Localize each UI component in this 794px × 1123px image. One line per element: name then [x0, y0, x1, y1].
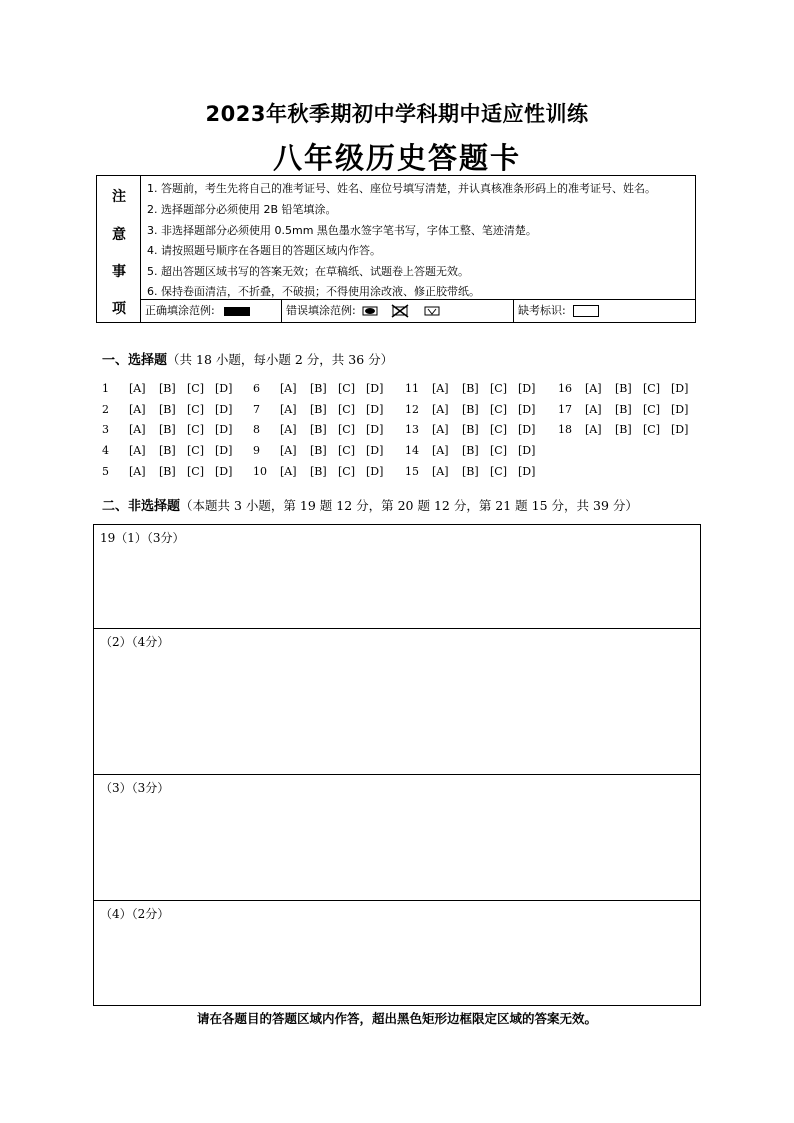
choice-bubble-b[interactable]: [B]	[615, 423, 632, 436]
choice-bubble-d[interactable]: [D]	[518, 444, 536, 457]
notice-side-char: 项	[112, 301, 126, 317]
choice-bubble-a[interactable]: [A]	[280, 444, 297, 457]
choice-bubble-a[interactable]: [A]	[432, 444, 449, 457]
choice-bubble-b[interactable]: [B]	[310, 423, 327, 436]
choice-bubble-b[interactable]: [B]	[310, 465, 327, 478]
question-number: 12	[405, 403, 419, 416]
notice-side-char: 意	[112, 227, 126, 243]
choice-bubble-d[interactable]: [D]	[518, 465, 536, 478]
choice-bubble-c[interactable]: [C]	[187, 423, 204, 436]
section1-note: （共 18 小题，每小题 2 分，共 36 分）	[167, 352, 394, 367]
choice-bubble-a[interactable]: [A]	[432, 423, 449, 436]
question-number: 2	[102, 403, 109, 416]
choice-bubble-b[interactable]: [B]	[159, 423, 176, 436]
choice-bubble-b[interactable]: [B]	[462, 423, 479, 436]
notice-item: 3. 非选择题部分必须使用 0.5mm 黑色墨水签字笔书写，字体工整、笔迹清楚。	[147, 224, 537, 237]
answer-box-19-1[interactable]	[94, 525, 700, 629]
choice-bubble-a[interactable]: [A]	[280, 465, 297, 478]
choice-bubble-a[interactable]: [A]	[129, 382, 146, 395]
choice-bubble-a[interactable]: [A]	[129, 465, 146, 478]
choice-bubble-d[interactable]: [D]	[215, 444, 233, 457]
choice-bubble-d[interactable]: [D]	[671, 382, 689, 395]
notice-side-char: 事	[112, 264, 126, 280]
notice-item: 5. 超出答题区域书写的答案无效；在草稿纸、试题卷上答题无效。	[147, 265, 469, 278]
correct-fill-example	[141, 300, 282, 322]
choice-bubble-d[interactable]: [D]	[366, 423, 384, 436]
choice-bubble-d[interactable]: [D]	[366, 444, 384, 457]
choice-bubble-c[interactable]: [C]	[338, 382, 355, 395]
question-label: （2）（4分）	[100, 635, 170, 649]
question-number: 9	[253, 444, 260, 457]
section2-heading	[102, 495, 638, 514]
answer-area	[93, 524, 701, 1006]
question-number: 5	[102, 465, 109, 478]
choice-bubble-a[interactable]: [A]	[129, 403, 146, 416]
choice-bubble-a[interactable]: [A]	[280, 423, 297, 436]
question-label: 19（1）（3分）	[100, 531, 185, 545]
question-number: 8	[253, 423, 260, 436]
section2-title: 二、非选择题	[102, 499, 181, 514]
choice-bubble-d[interactable]: [D]	[366, 403, 384, 416]
choice-bubble-a[interactable]: [A]	[585, 382, 602, 395]
choice-bubble-c[interactable]: [C]	[490, 382, 507, 395]
choice-bubble-b[interactable]: [B]	[462, 382, 479, 395]
choice-bubble-d[interactable]: [D]	[671, 423, 689, 436]
question-number: 16	[558, 382, 572, 395]
question-label: （3）（3分）	[100, 781, 170, 795]
choice-bubble-b[interactable]: [B]	[159, 465, 176, 478]
choice-bubble-b[interactable]: [B]	[462, 403, 479, 416]
choice-bubble-d[interactable]: [D]	[518, 423, 536, 436]
choice-bubble-a[interactable]: [A]	[432, 403, 449, 416]
choice-bubble-c[interactable]: [C]	[490, 465, 507, 478]
question-number: 13	[405, 423, 419, 436]
question-number: 4	[102, 444, 109, 457]
choice-bubble-d[interactable]: [D]	[215, 465, 233, 478]
notice-box	[96, 175, 696, 323]
choice-bubble-b[interactable]: [B]	[310, 382, 327, 395]
choice-bubble-b[interactable]: [B]	[159, 403, 176, 416]
notice-list	[141, 176, 695, 300]
absent-mark-example	[514, 300, 694, 322]
choice-bubble-b[interactable]: [B]	[310, 403, 327, 416]
question-number: 18	[558, 423, 572, 436]
choice-bubble-c[interactable]: [C]	[643, 403, 660, 416]
choice-bubble-d[interactable]: [D]	[518, 382, 536, 395]
choice-bubble-c[interactable]: [C]	[643, 423, 660, 436]
choice-bubble-b[interactable]: [B]	[159, 444, 176, 457]
choice-bubble-a[interactable]: [A]	[129, 423, 146, 436]
absent-mark-box[interactable]	[573, 305, 599, 317]
question-number: 6	[253, 382, 260, 395]
question-number: 11	[405, 382, 419, 395]
choice-bubble-b[interactable]: [B]	[310, 444, 327, 457]
notice-item: 1. 答题前，考生先将自己的准考证号、姓名、座位号填写清楚，并认真核准条形码上的准考证号、姓名。	[147, 182, 656, 195]
notice-item: 2. 选择题部分必须使用 2B 铅笔填涂。	[147, 203, 337, 216]
choice-bubble-a[interactable]: [A]	[432, 465, 449, 478]
question-number: 3	[102, 423, 109, 436]
choice-bubble-c[interactable]: [C]	[338, 444, 355, 457]
wrong-fill-label: 错误填涂范例:	[286, 304, 356, 317]
choice-bubble-b[interactable]: [B]	[615, 382, 632, 395]
question-number: 1	[102, 382, 109, 395]
choice-bubble-c[interactable]: [C]	[643, 382, 660, 395]
choice-bubble-c[interactable]: [C]	[338, 423, 355, 436]
choice-bubble-a[interactable]: [A]	[129, 444, 146, 457]
question-number: 17	[558, 403, 572, 416]
question-label: （4）（2分）	[100, 907, 170, 921]
question-number: 15	[405, 465, 419, 478]
section1-heading	[102, 349, 393, 368]
answer-box-19-4[interactable]	[94, 901, 700, 1005]
choice-bubble-c[interactable]: [C]	[490, 444, 507, 457]
wrong-fill-example	[282, 300, 514, 322]
choice-bubble-a[interactable]: [A]	[585, 423, 602, 436]
choice-bubble-d[interactable]: [D]	[215, 423, 233, 436]
answer-box-19-3[interactable]	[94, 775, 700, 901]
choice-bubble-d[interactable]: [D]	[366, 382, 384, 395]
fill-examples	[141, 300, 695, 322]
choice-bubble-c[interactable]: [C]	[490, 403, 507, 416]
choice-bubble-a[interactable]: [A]	[280, 382, 297, 395]
correct-fill-mark	[224, 307, 250, 316]
choice-bubble-b[interactable]: [B]	[462, 444, 479, 457]
choice-bubble-c[interactable]: [C]	[187, 444, 204, 457]
choice-bubble-d[interactable]: [D]	[215, 382, 233, 395]
wrong-mark-icons	[361, 304, 457, 318]
section2-note: （本题共 3 小题，第 19 题 12 分，第 20 题 12 分，第 21 题 15 分，共 39 分）	[180, 498, 638, 513]
section1-title: 一、选择题	[102, 353, 168, 368]
choice-bubble-c[interactable]: [C]	[187, 403, 204, 416]
question-number: 7	[253, 403, 260, 416]
page-title: 2023年秋季期初中学科期中适应性训练	[205, 102, 589, 126]
notice-side-label	[97, 176, 141, 322]
question-number: 10	[253, 465, 267, 478]
choice-bubble-a[interactable]: [A]	[585, 403, 602, 416]
choice-bubble-d[interactable]: [D]	[215, 403, 233, 416]
choice-bubble-c[interactable]: [C]	[338, 465, 355, 478]
choice-bubble-d[interactable]: [D]	[518, 403, 536, 416]
choice-bubble-a[interactable]: [A]	[280, 403, 297, 416]
answer-box-19-2[interactable]	[94, 629, 700, 775]
notice-item: 6. 保持卷面清洁，不折叠，不破损；不得使用涂改液、修正胶带纸。	[147, 285, 480, 298]
choice-bubble-b[interactable]: [B]	[615, 403, 632, 416]
correct-fill-label: 正确填涂范例:	[145, 304, 215, 317]
choice-bubble-c[interactable]: [C]	[187, 465, 204, 478]
choice-bubble-d[interactable]: [D]	[671, 403, 689, 416]
choice-bubble-b[interactable]: [B]	[159, 382, 176, 395]
question-number: 14	[405, 444, 419, 457]
footer-note: 请在各题目的答题区域内作答，超出黑色矩形边框限定区域的答案无效。	[196, 1011, 597, 1026]
notice-item: 4. 请按照题号顺序在各题目的答题区域内作答。	[147, 244, 381, 257]
choice-bubble-d[interactable]: [D]	[366, 465, 384, 478]
choice-bubble-c[interactable]: [C]	[490, 423, 507, 436]
notice-side-char: 注	[112, 189, 126, 205]
page-subtitle: 八年级历史答题卡	[272, 141, 521, 175]
choice-bubble-c[interactable]: [C]	[187, 382, 204, 395]
choice-bubble-a[interactable]: [A]	[432, 382, 449, 395]
choice-bubble-b[interactable]: [B]	[462, 465, 479, 478]
absent-mark-label: 缺考标识:	[518, 304, 566, 317]
choice-bubble-c[interactable]: [C]	[338, 403, 355, 416]
